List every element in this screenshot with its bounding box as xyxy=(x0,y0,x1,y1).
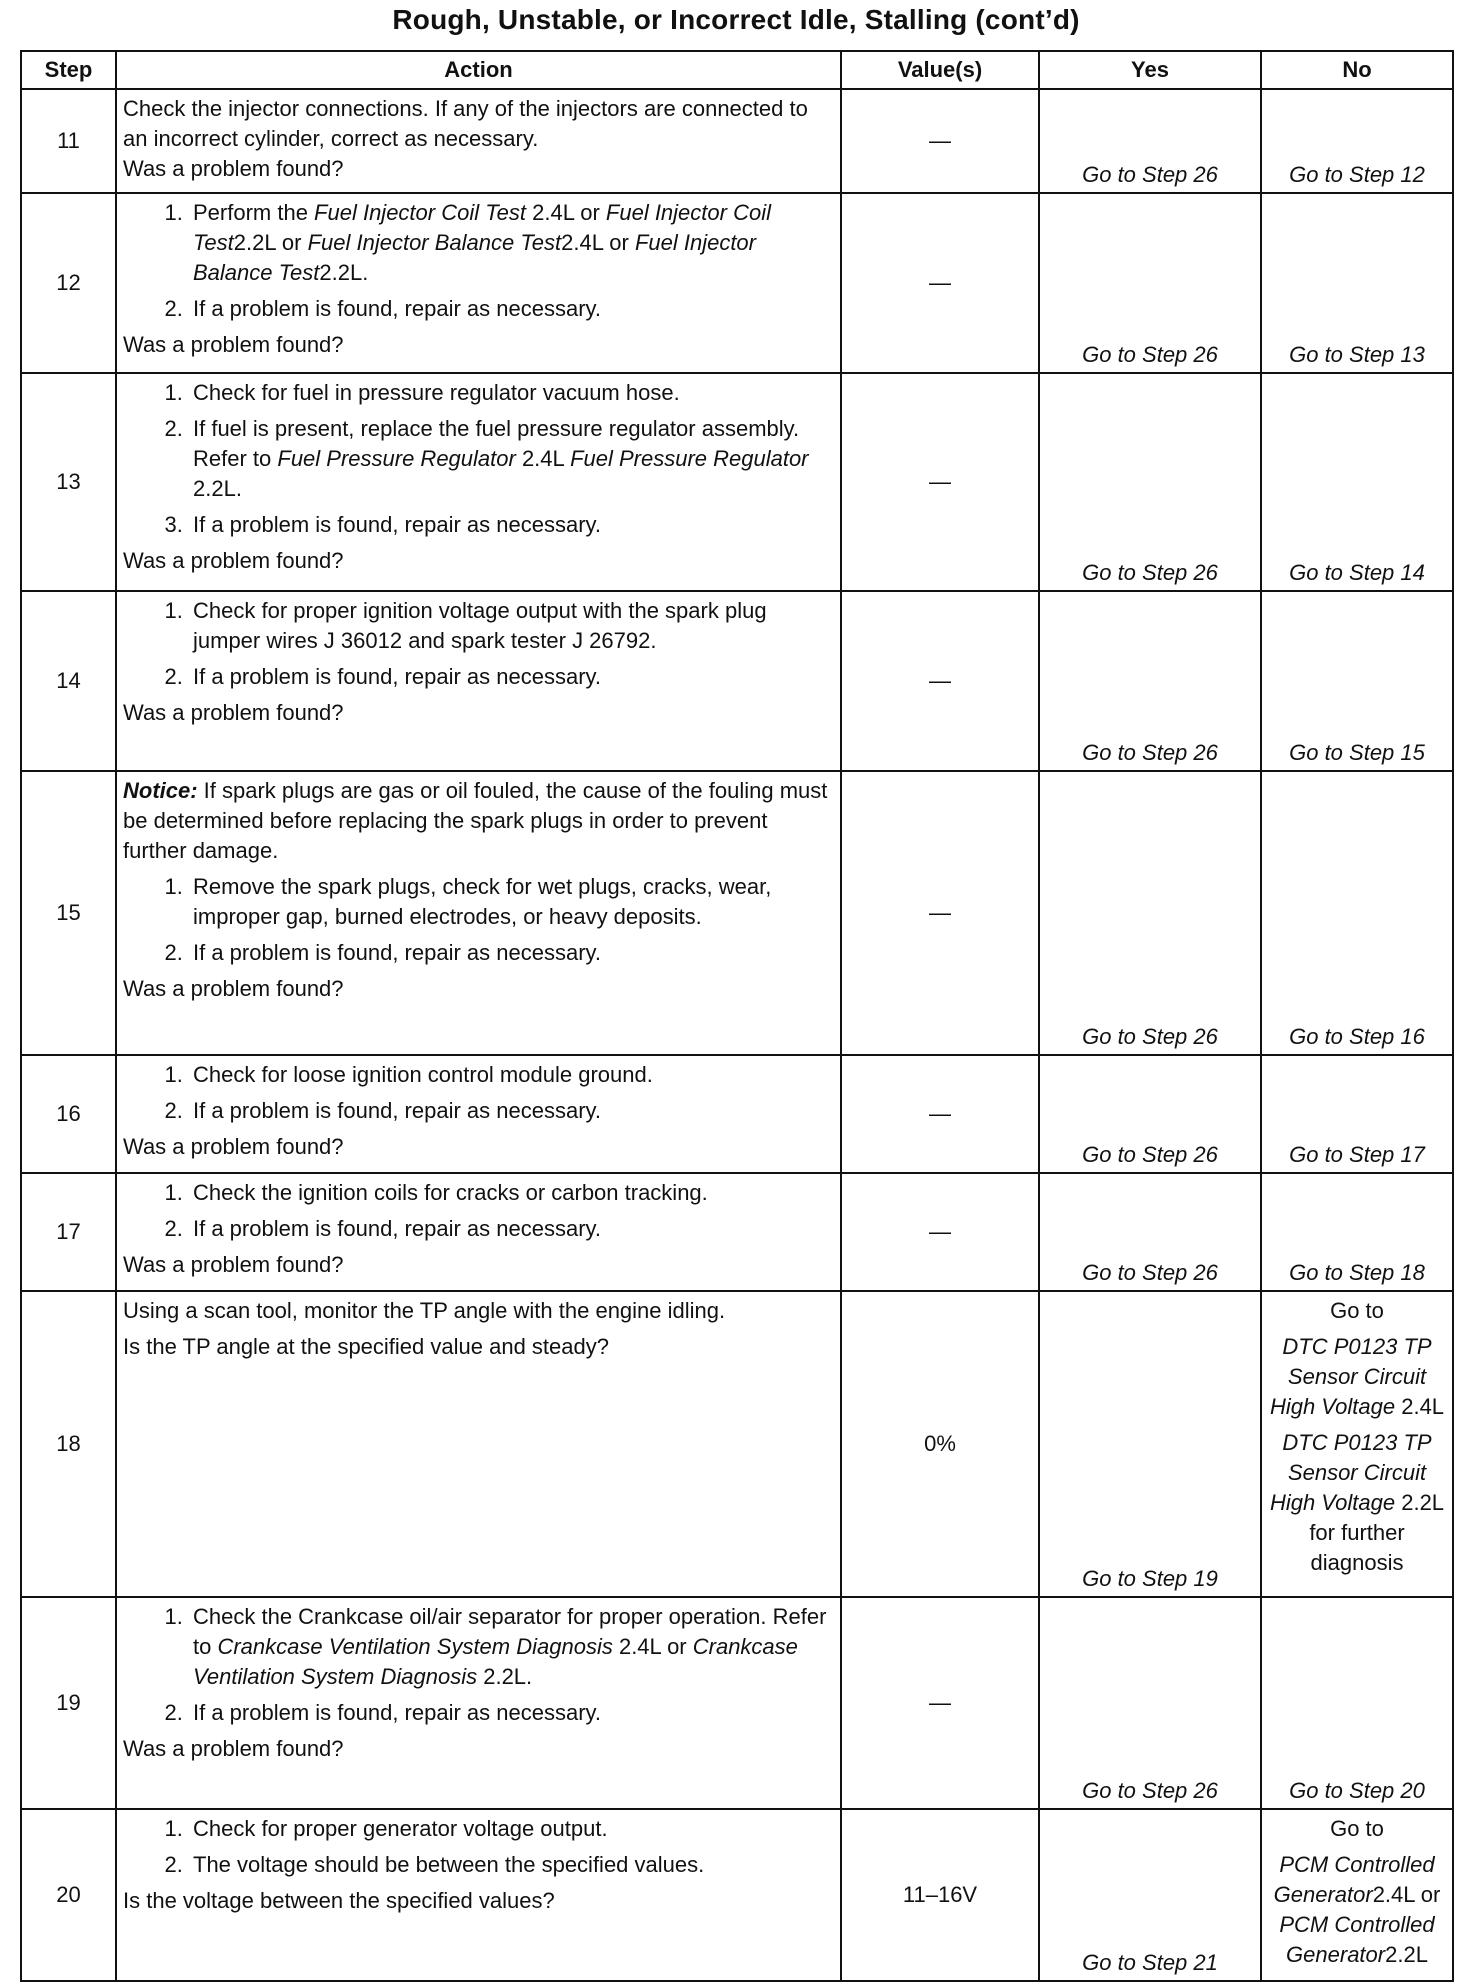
no-cell xyxy=(1261,89,1453,193)
value-cell: 0% xyxy=(841,1291,1039,1597)
yes-link: Go to Step 26 xyxy=(1082,560,1218,585)
substep: 1. Perform the Fuel Injector Coil Test 2.4L or Fuel Injector Coil Test2.2L or Fuel Injector Balance Test2.4L or Fuel Injector Balance Test2.2L. xyxy=(189,198,832,288)
action-cell xyxy=(116,1291,841,1597)
diagnostic-table xyxy=(20,50,1454,1982)
yes-link: Go to Step 19 xyxy=(1082,1566,1218,1591)
no-link: Go to Step 14 xyxy=(1289,560,1425,585)
substep: 2. If fuel is present, replace the fuel pressure regulator assembly. Refer to Fuel Pressure Regulator 2.4L Fuel Pressure Regulator 2.2L. xyxy=(189,414,832,504)
no-link: PCM Controlled xyxy=(1279,1852,1435,1877)
page-title: Rough, Unstable, or Incorrect Idle, Stalling (cont’d) xyxy=(392,4,1080,35)
no-goto: Go to xyxy=(1330,1816,1384,1841)
substep-list xyxy=(123,596,832,692)
value-dash: — xyxy=(929,1101,951,1126)
table-row xyxy=(21,373,1453,591)
no-cell xyxy=(1261,193,1453,373)
no-cell xyxy=(1261,1597,1453,1809)
no-cell xyxy=(1261,1055,1453,1173)
yes-link: Go to Step 26 xyxy=(1082,342,1218,367)
yes-link: Go to Step 26 xyxy=(1082,1260,1218,1285)
step-number: 15 xyxy=(21,771,116,1055)
action-cell xyxy=(116,771,841,1055)
substep-list xyxy=(123,1178,832,1244)
yes-cell xyxy=(1039,1291,1261,1597)
yes-link: Go to Step 26 xyxy=(1082,162,1218,187)
substep-list xyxy=(123,198,832,324)
action-cell xyxy=(116,193,841,373)
no-cell xyxy=(1261,771,1453,1055)
no-link: DTC P0123 TP xyxy=(1282,1334,1432,1359)
yes-cell xyxy=(1039,1809,1261,1981)
table-row xyxy=(21,591,1453,771)
table-row xyxy=(21,771,1453,1055)
action-cell xyxy=(116,373,841,591)
value-dash: — xyxy=(929,900,951,925)
no-link: PCM Controlled xyxy=(1279,1912,1435,1937)
no-cell xyxy=(1261,1291,1453,1597)
table-row xyxy=(21,1597,1453,1809)
substep: 1. Check for proper generator voltage output. xyxy=(189,1814,832,1844)
yes-cell xyxy=(1039,771,1261,1055)
value-cell xyxy=(841,771,1039,1055)
yes-cell xyxy=(1039,591,1261,771)
value-cell xyxy=(841,591,1039,771)
no-cell xyxy=(1261,1173,1453,1291)
table-row xyxy=(21,193,1453,373)
no-link: Go to Step 16 xyxy=(1289,1024,1425,1049)
value-cell xyxy=(841,373,1039,591)
question-text: Is the TP angle at the specified value and steady? xyxy=(123,1334,609,1359)
value-dash: — xyxy=(929,469,951,494)
header-step: Step xyxy=(21,51,116,89)
table-row xyxy=(21,1809,1453,1981)
substep: 1. Check the Crankcase oil/air separator for proper operation. Refer to Crankcase Ventilation System Diagnosis 2.4L or Crankcase Ventilation System Diagnosis 2.2L. xyxy=(189,1602,832,1692)
value-cell: 11–16V xyxy=(841,1809,1039,1981)
substep-list xyxy=(123,872,832,968)
value-dash: — xyxy=(929,128,951,153)
no-link: Go to Step 13 xyxy=(1289,342,1425,367)
header-values: Value(s) xyxy=(841,51,1039,89)
step-number: 19 xyxy=(21,1597,116,1809)
substep: 2. If a problem is found, repair as necessary. xyxy=(189,1096,832,1126)
yes-link: Go to Step 26 xyxy=(1082,1778,1218,1803)
substep: 2. If a problem is found, repair as necessary. xyxy=(189,662,832,692)
no-link: Generator2.2L xyxy=(1286,1942,1428,1967)
yes-link: Go to Step 26 xyxy=(1082,1142,1218,1167)
header-action: Action xyxy=(116,51,841,89)
question-text: Is the voltage between the specified values? xyxy=(123,1888,555,1913)
no-link: Generator2.4L or xyxy=(1273,1882,1441,1907)
no-link: DTC P0123 TP xyxy=(1282,1430,1432,1455)
yes-cell xyxy=(1039,193,1261,373)
question-text: Was a problem found? xyxy=(123,1252,344,1277)
table-row xyxy=(21,1055,1453,1173)
value-dash: — xyxy=(929,1219,951,1244)
substep: 1. Check the ignition coils for cracks or carbon tracking. xyxy=(189,1178,832,1208)
value-cell xyxy=(841,193,1039,373)
substep-list xyxy=(123,1602,832,1728)
yes-cell xyxy=(1039,373,1261,591)
no-link: Go to Step 20 xyxy=(1289,1778,1425,1803)
no-link: Go to Step 18 xyxy=(1289,1260,1425,1285)
substep: 3. If a problem is found, repair as necessary. xyxy=(189,510,832,540)
yes-link: Go to Step 26 xyxy=(1082,1024,1218,1049)
value-dash: — xyxy=(929,668,951,693)
yes-cell xyxy=(1039,1055,1261,1173)
table-header-row xyxy=(21,51,1453,89)
substep: 2. If a problem is found, repair as necessary. xyxy=(189,294,832,324)
step-number: 20 xyxy=(21,1809,116,1981)
no-link: Sensor Circuit xyxy=(1287,1364,1427,1389)
value-dash: — xyxy=(929,270,951,295)
substep: 1. Check for proper ignition voltage output with the spark plug jumper wires J 36012 and spark tester J 26792. xyxy=(189,596,832,656)
value-cell xyxy=(841,1173,1039,1291)
no-link: Go to Step 17 xyxy=(1289,1142,1425,1167)
no-link: Go to Step 12 xyxy=(1289,162,1425,187)
no-note: for further xyxy=(1309,1520,1405,1545)
no-goto: Go to xyxy=(1330,1298,1384,1323)
action-cell xyxy=(116,1597,841,1809)
substep: 2. If a problem is found, repair as necessary. xyxy=(189,1698,832,1728)
question-text: Was a problem found? xyxy=(123,156,344,181)
yes-cell xyxy=(1039,1597,1261,1809)
step-number: 12 xyxy=(21,193,116,373)
action-cell xyxy=(116,1809,841,1981)
step-number: 17 xyxy=(21,1173,116,1291)
substep: 2. If a problem is found, repair as necessary. xyxy=(189,1214,832,1244)
step-number: 11 xyxy=(21,89,116,193)
no-cell xyxy=(1261,1809,1453,1981)
header-yes: Yes xyxy=(1039,51,1261,89)
no-cell xyxy=(1261,373,1453,591)
question-text: Was a problem found? xyxy=(123,1134,344,1159)
action-cell xyxy=(116,89,841,193)
action-cell xyxy=(116,591,841,771)
substep: 2. The voltage should be between the specified values. xyxy=(189,1850,832,1880)
question-text: Was a problem found? xyxy=(123,548,344,573)
step-number: 16 xyxy=(21,1055,116,1173)
yes-cell xyxy=(1039,89,1261,193)
substep-list xyxy=(123,1060,832,1126)
value-dash: — xyxy=(929,1690,951,1715)
yes-link: Go to Step 26 xyxy=(1082,740,1218,765)
question-text: Was a problem found? xyxy=(123,332,344,357)
no-link: Go to Step 15 xyxy=(1289,740,1425,765)
no-link: High Voltage 2.2L xyxy=(1269,1490,1445,1515)
value-cell xyxy=(841,1055,1039,1173)
table-row xyxy=(21,89,1453,193)
value-cell xyxy=(841,89,1039,193)
yes-cell xyxy=(1039,1173,1261,1291)
substep: 2. If a problem is found, repair as necessary. xyxy=(189,938,832,968)
action-cell xyxy=(116,1055,841,1173)
action-text: Using a scan tool, monitor the TP angle with the engine idling. xyxy=(123,1298,726,1323)
substep-list xyxy=(123,1814,832,1880)
value-cell xyxy=(841,1597,1039,1809)
substep: 1. Remove the spark plugs, check for wet plugs, cracks, wear, improper gap, burned electrodes, or heavy deposits. xyxy=(189,872,832,932)
question-text: Was a problem found? xyxy=(123,1736,344,1761)
substep: 1. Check for fuel in pressure regulator vacuum hose. xyxy=(189,378,832,408)
action-cell xyxy=(116,1173,841,1291)
table-row xyxy=(21,1173,1453,1291)
no-cell xyxy=(1261,591,1453,771)
header-no: No xyxy=(1261,51,1453,89)
substep-list xyxy=(123,378,832,540)
step-number: 14 xyxy=(21,591,116,771)
no-link: High Voltage 2.4L xyxy=(1269,1394,1445,1419)
no-note: diagnosis xyxy=(1310,1550,1404,1575)
step-number: 18 xyxy=(21,1291,116,1597)
question-text: Was a problem found? xyxy=(123,976,344,1001)
question-text: Was a problem found? xyxy=(123,700,344,725)
no-link: Sensor Circuit xyxy=(1287,1460,1427,1485)
step-number: 13 xyxy=(21,373,116,591)
notice-text: Notice: If spark plugs are gas or oil fouled, the cause of the fouling must be determined before replacing the spark plugs in order to prevent further damage. xyxy=(123,778,828,863)
substep: 1. Check for loose ignition control module ground. xyxy=(189,1060,832,1090)
action-text: Check the injector connections. If any of the injectors are connected to an incorrect cylinder, correct as necessary. xyxy=(123,96,808,151)
yes-link: Go to Step 21 xyxy=(1082,1950,1218,1975)
table-row xyxy=(21,1291,1453,1597)
